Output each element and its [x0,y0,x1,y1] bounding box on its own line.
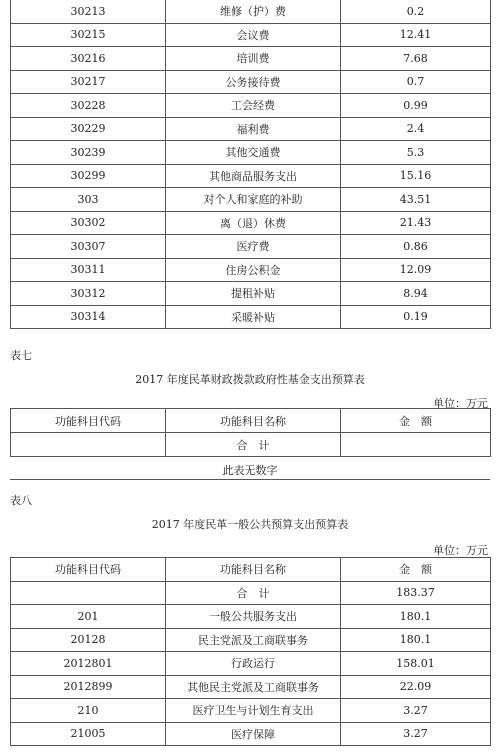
cell-amount: 21.43 [341,211,491,235]
table-row [11,47,491,71]
cell-name: 提租补贴 [166,282,341,306]
cell-name: 离（退）休费 [166,211,341,235]
cell-name: 其他交通费 [166,141,341,165]
cell-code: 30311 [11,258,166,282]
cell-code: 30312 [11,282,166,306]
cell-name: 一般公共服务支出 [166,605,341,629]
cell-name: 福利费 [166,117,341,141]
table-row [11,70,491,94]
cell-code: 30213 [11,0,166,23]
table7-title: 2017 年度民革财政拨款政府性基金支出预算表 [135,373,365,386]
table8-header-row [11,558,491,582]
cell-amount: 158.01 [341,652,491,676]
expense-table-continued [10,0,491,329]
table-row [11,141,491,165]
table8-header-name: 功能科目名称 [166,558,341,582]
cell-amount: 15.16 [341,164,491,188]
cell-code: 303 [11,188,166,212]
table-row [11,188,491,212]
cell-amount: 3.27 [341,722,491,746]
cell-name: 医疗卫生与计划生育支出 [166,699,341,723]
cell-code: 30217 [11,70,166,94]
cell-code: 210 [11,699,166,723]
table-row [11,652,491,676]
table7-total-row [11,433,491,457]
table8-total-label: 合 计 [166,581,341,605]
table8 [10,557,491,746]
table7-header-name: 功能科目名称 [166,409,341,433]
cell-code: 20128 [11,628,166,652]
cell-name: 公务接待费 [166,70,341,94]
cell-amount: 0.19 [341,305,491,329]
table7 [10,408,491,457]
table-row [11,675,491,699]
cell-name: 医疗保障 [166,722,341,746]
cell-name: 住房公积金 [166,258,341,282]
table7-header-amount: 金 额 [341,409,491,433]
cell-amount: 180.1 [341,605,491,629]
table-row [11,235,491,259]
cell-amount: 180.1 [341,628,491,652]
table-row [11,722,491,746]
table-row [11,605,491,629]
cell-name: 会议费 [166,23,341,47]
table7-header-code: 功能科目代码 [11,409,166,433]
cell-code: 2012801 [11,652,166,676]
cell-code: 201 [11,605,166,629]
table7-no-data: 此表无数字 [222,464,278,477]
table7-header-row [11,409,491,433]
cell-amount: 12.41 [341,23,491,47]
cell-name: 其他民主党派及工商联事务 [166,675,341,699]
cell-amount: 12.09 [341,258,491,282]
cell-amount: 0.7 [341,70,491,94]
table-row [11,94,491,118]
table-row [11,117,491,141]
table8-total-row [11,581,491,605]
cell-amount: 7.68 [341,47,491,71]
cell-code: 30299 [11,164,166,188]
table-row [11,164,491,188]
table8-header-code: 功能科目代码 [11,558,166,582]
cell-amount: 22.09 [341,675,491,699]
cell-amount: 3.27 [341,699,491,723]
cell-code: 30307 [11,235,166,259]
table-row [11,305,491,329]
table7-total-label: 合 计 [166,433,341,457]
cell-name: 对个人和家庭的补助 [166,188,341,212]
table7-bottom-rule [10,479,490,480]
cell-name: 维修（护）费 [166,0,341,23]
cell-name: 行政运行 [166,652,341,676]
cell-amount: 5.3 [341,141,491,165]
table8-title: 2017 年度民革一般公共预算支出预算表 [151,518,349,531]
cell-amount: 0.99 [341,94,491,118]
cell-code: 30228 [11,94,166,118]
table-row [11,258,491,282]
cell-name: 其他商品服务支出 [166,164,341,188]
table-row [11,628,491,652]
cell-name: 工会经费 [166,94,341,118]
cell-name: 采暖补贴 [166,305,341,329]
cell-code: 30216 [11,47,166,71]
table-row [11,282,491,306]
cell-amount: 2.4 [341,117,491,141]
table7-unit: 单位：万元 [433,397,488,410]
cell-code: 2012899 [11,675,166,699]
cell-name: 培训费 [166,47,341,71]
cell-code: 30302 [11,211,166,235]
cell-name: 民主党派及工商联事务 [166,628,341,652]
table-row [11,211,491,235]
cell-code: 30314 [11,305,166,329]
cell-amount: 0.86 [341,235,491,259]
table7-label: 表七 [10,349,32,362]
table-row [11,699,491,723]
table8-total-amount: 183.37 [341,581,491,605]
cell-code: 30215 [11,23,166,47]
cell-amount: 0.2 [341,0,491,23]
table-row [11,0,491,23]
table8-unit: 单位：万元 [433,544,488,557]
cell-code: 30229 [11,117,166,141]
table-row [11,23,491,47]
cell-amount: 8.94 [341,282,491,306]
cell-code: 21005 [11,722,166,746]
table8-header-amount: 金 额 [341,558,491,582]
cell-name: 医疗费 [166,235,341,259]
table8-label: 表八 [10,494,32,507]
cell-code: 30239 [11,141,166,165]
cell-amount: 43.51 [341,188,491,212]
